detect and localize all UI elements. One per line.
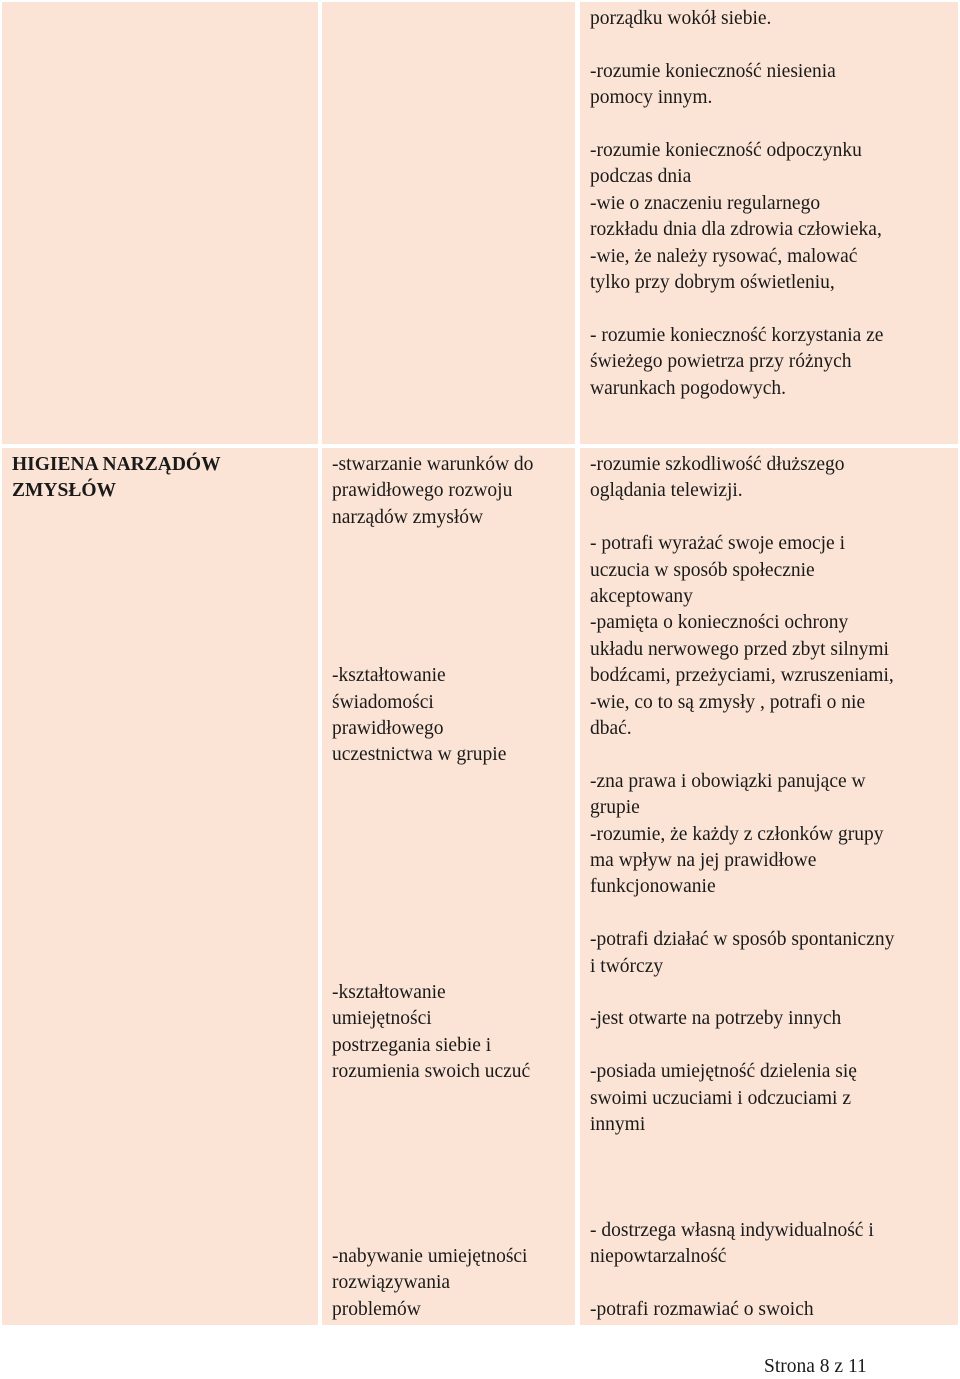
row2-heading-cell <box>2 448 318 1325</box>
blank-line <box>332 584 565 610</box>
text-line: układu nerwowego przed zbyt silnymi <box>590 638 889 660</box>
blank-line <box>332 558 565 584</box>
text-line: -zna prawa i obowiązki panujące w <box>590 770 866 792</box>
text-line: -rozumie konieczność odpoczynku <box>590 140 862 161</box>
blank-line <box>332 1086 565 1112</box>
text-line: umiejętności <box>332 1008 432 1030</box>
blank-line <box>590 980 954 1006</box>
row1-col3-cell <box>580 2 958 444</box>
text-line: swoimi uczuciami i odczuciami z <box>590 1087 851 1109</box>
blank-line <box>590 1138 954 1164</box>
row2-goals-cell <box>322 448 575 1325</box>
text-line: tylko przy dobrym oświetleniu, <box>590 272 835 294</box>
blank-line <box>590 296 954 322</box>
text-line: -kształtowanie <box>332 665 446 687</box>
text-line: -kształtowanie <box>332 981 446 1003</box>
blank-line <box>590 1165 954 1191</box>
row1-col2-cell <box>322 2 575 444</box>
page-number: Strona 8 z 11 <box>764 1356 867 1377</box>
text-line: HIGIENA NARZĄDÓW <box>12 454 221 475</box>
text-line: i twórczy <box>590 955 664 977</box>
text-line: - potrafi wyrażać swoje emocje i <box>590 533 846 555</box>
text-line: niepowtarzalność <box>590 1246 727 1268</box>
blank-line <box>590 32 954 58</box>
text-line: funkcjonowanie <box>590 876 716 898</box>
blank-line <box>590 1270 954 1296</box>
blank-line <box>332 531 565 557</box>
text-line: -wie, że należy rysować, malować <box>590 245 858 267</box>
text-line: innymi <box>590 1114 646 1136</box>
text-line: akceptowany <box>590 586 693 608</box>
text-line: -nabywanie umiejętności <box>332 1245 528 1267</box>
text-line: postrzegania siebie i <box>332 1034 492 1056</box>
text-line: narządów zmysłów <box>332 506 484 528</box>
blank-line <box>332 1165 565 1191</box>
blank-line <box>332 637 565 663</box>
text-line: -rozumie, że każdy z członków grupy <box>590 823 884 845</box>
text-line: -potrafi działać w sposób spontaniczny <box>590 929 895 951</box>
text-line: bodźcami, przeżyciami, wzruszeniami, <box>590 665 894 687</box>
text-line: rozkładu dnia dla zdrowia człowieka, <box>590 219 882 241</box>
text-line: świeżego powietrza przy różnych <box>590 351 852 373</box>
text-line: uczucia w sposób społecznie <box>590 559 815 581</box>
text-line: - rozumie konieczność korzystania ze <box>590 324 884 346</box>
row1-col1-cell <box>2 2 318 444</box>
blank-line <box>332 795 565 821</box>
text-line: -rozumie konieczność niesienia <box>590 60 836 82</box>
blank-line <box>590 1033 954 1059</box>
blank-line <box>590 505 954 531</box>
text-line: -posiada umiejętność dzielenia się <box>590 1061 857 1083</box>
row2-outcomes-cell <box>580 448 958 1325</box>
blank-line <box>332 1112 565 1138</box>
blank-line <box>332 1191 565 1217</box>
blank-line <box>590 901 954 927</box>
text-line: problemów <box>332 1298 421 1320</box>
text-line: - dostrzega własną indywidualność i <box>590 1219 874 1241</box>
text-line: -wie o znaczeniu regularnego <box>590 192 821 214</box>
text-line: dbać. <box>590 718 632 740</box>
text-line: uczestnictwa w grupie <box>332 744 507 766</box>
text-line: porządku wokół siebie. <box>590 8 772 29</box>
text-line: -rozumie szkodliwość dłuższego <box>590 454 845 475</box>
text-line: -pamięta o konieczności ochrony <box>590 612 849 634</box>
blank-line <box>332 610 565 636</box>
blank-line <box>332 901 565 927</box>
blank-line <box>590 1191 954 1217</box>
blank-line <box>332 954 565 980</box>
text-line: prawidłowego <box>332 717 444 739</box>
text-line: grupie <box>590 797 640 819</box>
text-line: ma wpływ na jej prawidłowe <box>590 850 817 872</box>
text-line: rozumienia swoich uczuć <box>332 1061 531 1083</box>
blank-line <box>332 848 565 874</box>
text-line: -jest otwarte na potrzeby innych <box>590 1008 842 1030</box>
blank-line <box>332 822 565 848</box>
text-line: -wie, co to są zmysły , potrafi o nie <box>590 691 866 713</box>
blank-line <box>332 769 565 795</box>
text-line: oglądania telewizji. <box>590 480 743 502</box>
blank-line <box>332 874 565 900</box>
text-line: rozwiązywania <box>332 1272 451 1294</box>
text-line: podczas dnia <box>590 166 692 188</box>
text-line: warunkach pogodowych. <box>590 377 787 399</box>
text-line: -stwarzanie warunków do <box>332 454 534 475</box>
text-line: -potrafi rozmawiać o swoich <box>590 1298 814 1320</box>
text-line: pomocy innym. <box>590 87 713 109</box>
blank-line <box>332 1218 565 1244</box>
blank-line <box>590 112 954 138</box>
blank-line <box>332 1138 565 1164</box>
text-line: prawidłowego rozwoju <box>332 480 513 502</box>
blank-line <box>590 742 954 768</box>
text-line: świadomości <box>332 691 434 713</box>
text-line: ZMYSŁÓW <box>12 480 117 502</box>
blank-line <box>332 927 565 953</box>
